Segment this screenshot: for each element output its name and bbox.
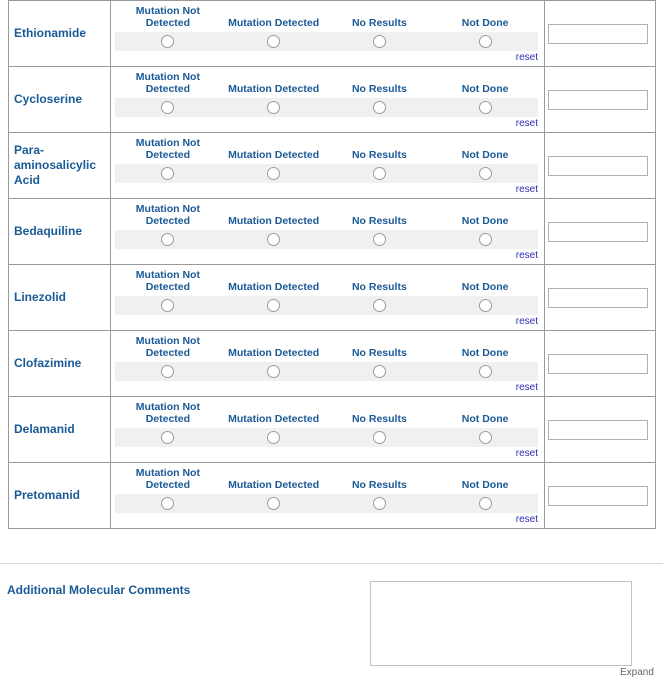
- result-radio-group: [111, 331, 545, 396]
- reset-row: [115, 315, 538, 328]
- expand-link[interactable]: Expand: [620, 667, 654, 678]
- column-header: Mutation Not Detected: [135, 269, 200, 293]
- column-header: Not Done: [461, 413, 509, 425]
- reset-link[interactable]: reset: [515, 52, 538, 63]
- table-row: [9, 1, 655, 67]
- radio-mutation-not-detected[interactable]: [161, 497, 174, 510]
- column-header: Mutation Detected: [228, 413, 320, 425]
- radio-not-done[interactable]: [479, 101, 492, 114]
- drug-table: [8, 0, 656, 529]
- row-text-input[interactable]: [548, 288, 648, 308]
- comments-label: Additional Molecular Comments: [7, 583, 191, 597]
- column-header: Not Done: [461, 347, 509, 359]
- radio-not-done[interactable]: [479, 233, 492, 246]
- row-input-cell: [545, 397, 655, 462]
- column-header-row: [115, 1, 538, 32]
- radio-not-done[interactable]: [479, 365, 492, 378]
- result-radio-group: [111, 199, 545, 264]
- column-header-row: [115, 397, 538, 428]
- radio-no-results[interactable]: [373, 299, 386, 312]
- radio-mutation-detected[interactable]: [267, 497, 280, 510]
- radio-band: [115, 164, 538, 183]
- column-header: Mutation Detected: [228, 83, 320, 95]
- radio-mutation-detected[interactable]: [267, 365, 280, 378]
- column-header: Mutation Not Detected: [135, 5, 200, 29]
- reset-link[interactable]: reset: [515, 184, 538, 195]
- radio-mutation-not-detected[interactable]: [161, 233, 174, 246]
- row-input-cell: [545, 67, 655, 132]
- drug-name: Delamanid: [9, 397, 111, 462]
- radio-no-results[interactable]: [373, 365, 386, 378]
- row-input-cell: [545, 265, 655, 330]
- radio-mutation-detected[interactable]: [267, 35, 280, 48]
- radio-mutation-detected[interactable]: [267, 167, 280, 180]
- drug-name: Cycloserine: [9, 67, 111, 132]
- radio-band: [115, 296, 538, 315]
- column-header: Mutation Not Detected: [135, 335, 200, 359]
- table-row: [9, 199, 655, 265]
- row-input-cell: [545, 1, 655, 66]
- column-header-row: [115, 265, 538, 296]
- column-header: No Results: [351, 149, 407, 161]
- radio-mutation-not-detected[interactable]: [161, 365, 174, 378]
- result-radio-group: [111, 133, 545, 198]
- radio-mutation-not-detected[interactable]: [161, 101, 174, 114]
- column-header-row: [115, 67, 538, 98]
- drug-name: Para-aminosalicylic Acid: [9, 133, 111, 198]
- table-row: [9, 397, 655, 463]
- row-input-cell: [545, 331, 655, 396]
- drug-name: Clofazimine: [9, 331, 111, 396]
- radio-not-done[interactable]: [479, 431, 492, 444]
- radio-not-done[interactable]: [479, 497, 492, 510]
- radio-not-done[interactable]: [479, 35, 492, 48]
- column-header: Mutation Not Detected: [135, 137, 200, 161]
- radio-band: [115, 428, 538, 447]
- column-header: Mutation Detected: [228, 215, 320, 227]
- radio-no-results[interactable]: [373, 167, 386, 180]
- radio-band: [115, 32, 538, 51]
- row-input-cell: [545, 133, 655, 198]
- column-header: Mutation Detected: [228, 281, 320, 293]
- radio-no-results[interactable]: [373, 35, 386, 48]
- row-text-input[interactable]: [548, 222, 648, 242]
- row-text-input[interactable]: [548, 90, 648, 110]
- column-header: Mutation Not Detected: [135, 467, 200, 491]
- drug-name: Pretomanid: [9, 463, 111, 528]
- radio-band: [115, 98, 538, 117]
- reset-row: [115, 117, 538, 130]
- result-radio-group: [111, 265, 545, 330]
- column-header-row: [115, 199, 538, 230]
- reset-row: [115, 249, 538, 262]
- column-header: Mutation Detected: [228, 17, 320, 29]
- reset-link[interactable]: reset: [515, 250, 538, 261]
- radio-mutation-not-detected[interactable]: [161, 431, 174, 444]
- reset-link[interactable]: reset: [515, 448, 538, 459]
- row-text-input[interactable]: [548, 420, 648, 440]
- column-header: No Results: [351, 83, 407, 95]
- reset-row: [115, 183, 538, 196]
- column-header: No Results: [351, 347, 407, 359]
- radio-no-results[interactable]: [373, 233, 386, 246]
- column-header: Mutation Detected: [228, 479, 320, 491]
- table-row: [9, 133, 655, 199]
- row-input-cell: [545, 199, 655, 264]
- radio-band: [115, 362, 538, 381]
- table-row: [9, 67, 655, 133]
- column-header-row: [115, 133, 538, 164]
- column-header: No Results: [351, 281, 407, 293]
- column-header: Mutation Not Detected: [135, 401, 200, 425]
- radio-mutation-not-detected[interactable]: [161, 167, 174, 180]
- column-header: No Results: [351, 413, 407, 425]
- result-radio-group: [111, 1, 545, 66]
- radio-mutation-detected[interactable]: [267, 431, 280, 444]
- radio-not-done[interactable]: [479, 299, 492, 312]
- row-text-input[interactable]: [548, 24, 648, 44]
- radio-not-done[interactable]: [479, 167, 492, 180]
- radio-band: [115, 494, 538, 513]
- column-header: Not Done: [461, 149, 509, 161]
- column-header: Mutation Detected: [228, 149, 320, 161]
- column-header-row: [115, 331, 538, 362]
- drug-name: Linezolid: [9, 265, 111, 330]
- drug-name: Ethionamide: [9, 1, 111, 66]
- radio-mutation-not-detected[interactable]: [161, 35, 174, 48]
- radio-mutation-detected[interactable]: [267, 299, 280, 312]
- reset-link[interactable]: reset: [515, 118, 538, 129]
- row-input-cell: [545, 463, 655, 528]
- column-header: No Results: [351, 215, 407, 227]
- result-radio-group: [111, 397, 545, 462]
- table-row: [9, 265, 655, 331]
- column-header: Not Done: [461, 215, 509, 227]
- column-header: No Results: [351, 17, 407, 29]
- result-radio-group: [111, 463, 545, 528]
- radio-mutation-detected[interactable]: [267, 233, 280, 246]
- radio-no-results[interactable]: [373, 431, 386, 444]
- radio-band: [115, 230, 538, 249]
- radio-mutation-detected[interactable]: [267, 101, 280, 114]
- comments-textarea[interactable]: [370, 581, 632, 666]
- table-row: [9, 463, 655, 528]
- row-text-input[interactable]: [548, 486, 648, 506]
- column-header: Mutation Not Detected: [135, 203, 200, 227]
- reset-link[interactable]: reset: [515, 316, 538, 327]
- radio-mutation-not-detected[interactable]: [161, 299, 174, 312]
- column-header: Not Done: [461, 479, 509, 491]
- reset-row: [115, 447, 538, 460]
- column-header: Not Done: [461, 17, 509, 29]
- radio-no-results[interactable]: [373, 101, 386, 114]
- row-text-input[interactable]: [548, 354, 648, 374]
- reset-row: [115, 513, 538, 526]
- reset-row: [115, 51, 538, 64]
- reset-row: [115, 381, 538, 394]
- table-row: [9, 331, 655, 397]
- drug-name: Bedaquiline: [9, 199, 111, 264]
- column-header: Not Done: [461, 83, 509, 95]
- column-header: No Results: [351, 479, 407, 491]
- reset-link[interactable]: reset: [515, 382, 538, 393]
- column-header: Mutation Not Detected: [135, 71, 200, 95]
- result-radio-group: [111, 67, 545, 132]
- row-text-input[interactable]: [548, 156, 648, 176]
- reset-link[interactable]: reset: [515, 514, 538, 525]
- column-header-row: [115, 463, 538, 494]
- radio-no-results[interactable]: [373, 497, 386, 510]
- comments-section: [0, 563, 663, 690]
- column-header: Mutation Detected: [228, 347, 320, 359]
- column-header: Not Done: [461, 281, 509, 293]
